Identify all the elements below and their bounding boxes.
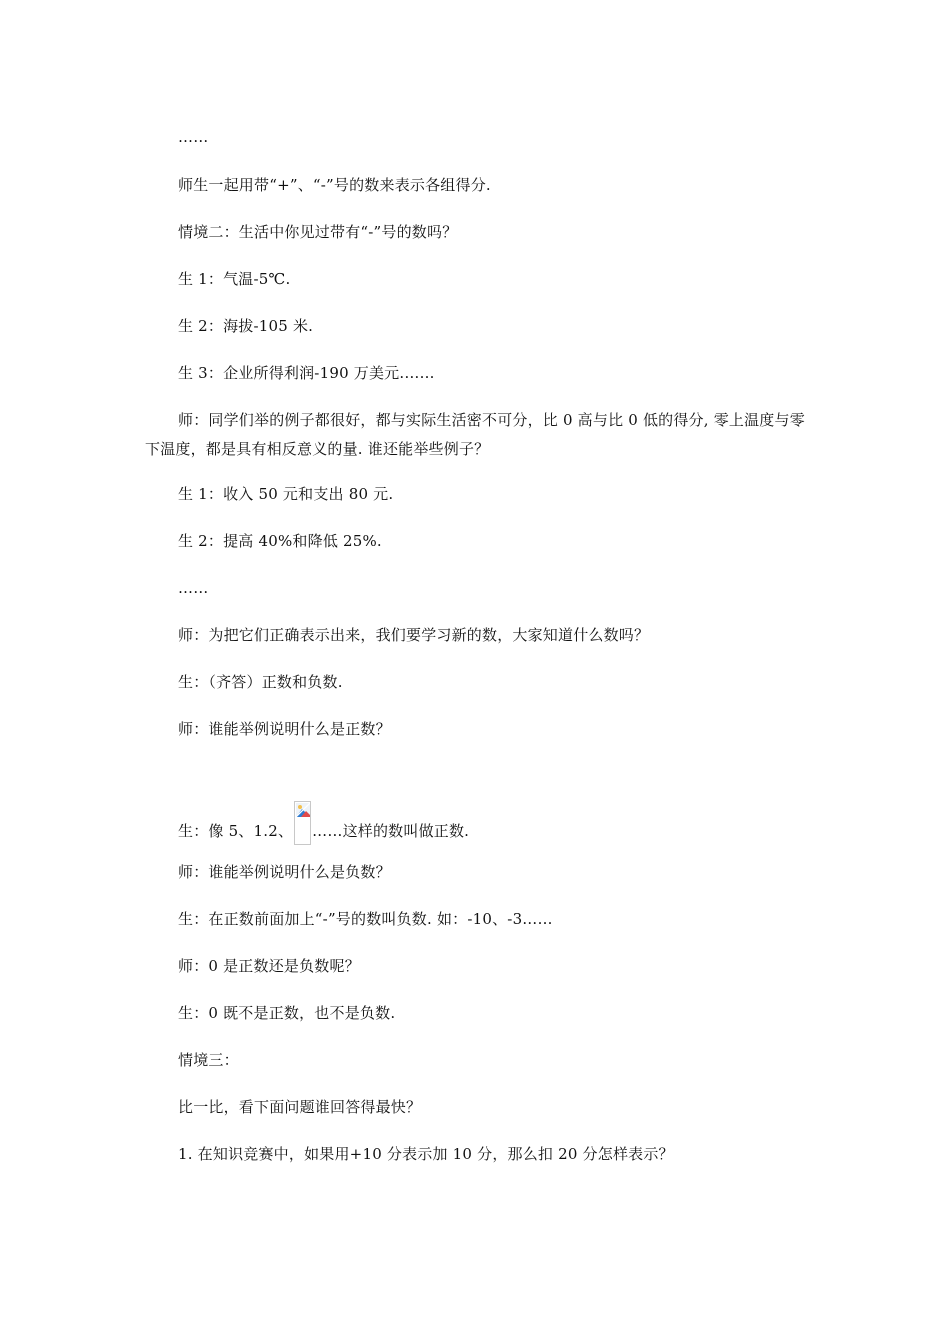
paragraph: 生：（齐答）正数和负数.: [178, 673, 343, 691]
paragraph: 情境二：生活中你见过带有“-”号的数吗？: [178, 223, 458, 241]
paragraph: 生 1：气温-5℃.: [178, 270, 291, 288]
question-item: 1. 在知识竞赛中，如果用+10 分表示加 10 分，那么扣 20 分怎样表示？: [178, 1145, 674, 1163]
paragraph: 师：为把它们正确表示出来，我们要学习新的数，大家知道什么数吗？: [178, 626, 650, 644]
paragraph: 生：0 既不是正数，也不是负数.: [178, 1004, 396, 1022]
paragraph: 师：谁能举例说明什么是正数？: [178, 720, 391, 738]
ellipsis-line: ……: [178, 128, 209, 146]
paragraph: 生 2：海拔-105 米.: [178, 317, 314, 335]
paragraph-text-start: 生：像 5、1.2、: [178, 822, 294, 840]
paragraph-teacher: 师：同学们举的例子都很好，都与实际生活密不可分，比 0 高与比 0 低的得分, 零上温度与零下温度，都是具有相反意义的量. 谁还能举些例子？: [145, 411, 805, 458]
paragraph: 师：0 是正数还是负数呢？: [178, 957, 360, 975]
paragraph: 比一比，看下面问题谁回答得最快？: [178, 1098, 422, 1116]
ellipsis-line: ……: [178, 579, 209, 597]
broken-image-icon: [294, 801, 311, 845]
section-heading: 情境三：: [178, 1051, 239, 1069]
paragraph-with-image: [178, 797, 469, 841]
paragraph: 师：谁能举例说明什么是负数？: [178, 863, 391, 881]
paragraph-text-end: ……这样的数叫做正数.: [312, 822, 470, 840]
paragraph: 生 1：收入 50 元和支出 80 元.: [178, 485, 394, 503]
paragraph: 生 2：提高 40%和降低 25%.: [178, 532, 382, 550]
paragraph: 生：在正数前面加上“-”号的数叫负数. 如：-10、-3……: [178, 910, 553, 928]
paragraph: 生 3：企业所得利润-190 万美元.……: [178, 364, 435, 382]
paragraph: 师生一起用带“+”、“-”号的数来表示各组得分.: [178, 176, 491, 194]
